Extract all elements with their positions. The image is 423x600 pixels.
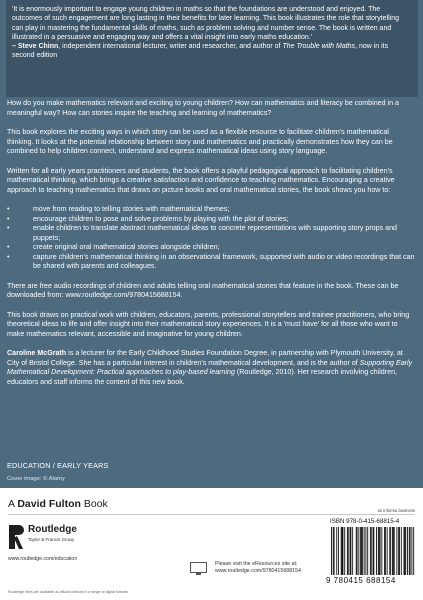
isbn: ISBN 978-0-415-68815-4 — [330, 518, 400, 525]
ebook-note: Routledge titles are available as eBook editions in a range of digital formats — [8, 590, 128, 594]
quote-attribution: – Steve Chinn, independent international lecturer, writer and researcher, and author of The Trouble with Maths, now in its second edition — [12, 43, 389, 60]
monitor-icon — [190, 562, 207, 575]
publisher-name: Routledge — [28, 524, 77, 535]
list-item: • enable children to translate abstract mathematical ideas to concrete representations with supporting story props and puppets; — [7, 224, 416, 243]
feature-list — [7, 205, 416, 272]
quote-text: 'It is enormously important to engage young children in maths so that the foundations are understood and enjoyed. The outcomes of such engagement are long lasting in their benefits for later learning. This book illustrates the role that storytelling can play in mastering the fundamental skills of maths, such as problem solving and number sense. The book is written and illustrated in a persuasive and engaging way and offers a vital insight into early maths education.' — [12, 6, 400, 41]
barcode-icon — [331, 527, 415, 575]
imprint-name: David Fulton — [17, 498, 81, 510]
cover-image-credit: Cover image: © Alamy — [7, 476, 65, 482]
quote-author: – Steve Chinn — [12, 43, 59, 51]
imprint-line: A David Fulton Book — [8, 498, 108, 510]
barcode-number: 9 780415 688154 — [326, 576, 396, 585]
routledge-logo-icon — [8, 524, 24, 550]
list-item: • encourage children to pose and solve problems by playing with the plot of stories; — [7, 215, 416, 225]
list-item: • move from reading to telling stories with mathematical themes; — [7, 205, 416, 215]
publisher-url[interactable]: www.routledge.com/education — [8, 556, 78, 562]
audio-paragraph: There are free audio recordings of children and adults telling oral mathematical stories that feature in the book. These can be downloaded from: www.routledge.com/9780415688154. — [7, 281, 399, 299]
informa-tagline: an informa business — [377, 508, 415, 513]
practice-paragraph: This book draws on practical work with children, educators, parents, professional storytellers and trainee practitioners, who bring theoretical ideas to life and offer insight into their mathematical story experiences. It is a 'must have' for all those who want to make mathematics relevant, accessible and imaginative for young children. — [7, 310, 410, 338]
audience-paragraph: Written for all early years practitioners and students, the book offers a playful pedagogical approach to facilitating children's mathematical thinking, which brings a creative satisfaction and confidence to teaching mathematics. Encouraging a creative approach to teaching mathematics that draws on picture books and oral mathematical stories, the book shows you how to: — [7, 166, 395, 194]
blurb — [7, 99, 416, 397]
quote-book-title: The Trouble with Maths — [282, 43, 356, 51]
publisher-group: Taylor & Francis Group — [28, 537, 75, 542]
description-paragraph: This book explores the exciting ways in which story can be used as a flexible resource to facilitate children's mathematical thinking. It looks at the potential relationship between story and mathematics and practically demonstrates how they can be combined to help children connect, understand and express mathematical ideas using story language. — [7, 128, 393, 155]
author-previous-book: Supporting Early Mathematical Development: Practical approaches to play-based learning — [7, 358, 413, 376]
list-item: • create original oral mathematical stories alongside children; — [7, 243, 416, 253]
subject-category: EDUCATION / EARLY YEARS — [7, 461, 109, 470]
eresources-url[interactable]: www.routledge.com/9780415688154 — [215, 568, 301, 574]
endorsement-quote — [6, 0, 418, 97]
divider — [8, 514, 415, 515]
intro-paragraph: How do you make mathematics relevant and exciting to young children? How can mathematics and literacy be combined in a meaningful way? How can stories inspire the teaching and learning of mathematics? — [7, 99, 399, 117]
author-name: Caroline McGrath — [7, 349, 67, 357]
author-bio: Caroline McGrath is a lecturer for the Early Childhood Studies Foundation Degree, in partnership with Plymouth University, at City of Bristol College. She has a particular interest in children's mathematical development, and is the author of Supporting Early Mathematical Development: Practical approaches to play-based learning (Routledge, 2010). Her research involving children, educators and staff informs the content of this new book. — [7, 349, 413, 386]
eresources-note: Please visit the eResources site at: www.routledge.com/9780415688154 — [215, 561, 301, 574]
publisher-footer — [0, 488, 423, 600]
list-item: • capture children's mathematical thinking in an observational framework, supported with audio or video recordings that can be shared with parents and colleagues. — [7, 253, 416, 272]
